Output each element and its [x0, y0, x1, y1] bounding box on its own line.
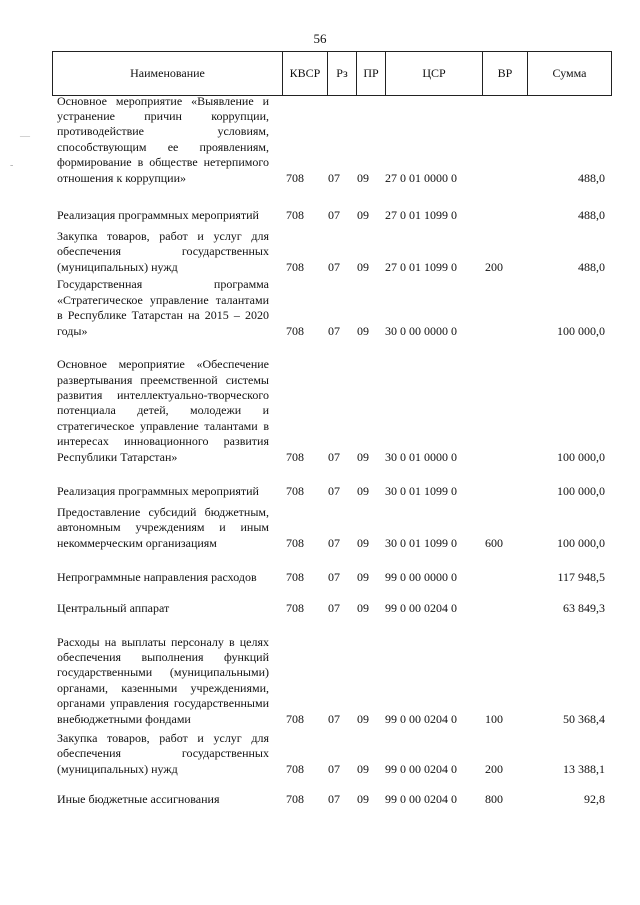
header-csr: ЦСР: [385, 52, 482, 95]
row-pr: 09: [357, 207, 369, 222]
table-row: [0, 278, 640, 339]
row-pr: 09: [357, 569, 369, 584]
row-name: Государственная программа «Стратегическое управление талантами в Республике Татарстан на 2015 – 2020 годы»: [57, 277, 269, 338]
table-row: [0, 193, 640, 223]
row-sum: 50 368,4: [563, 711, 605, 726]
row-pr: 09: [357, 761, 369, 776]
row-kvsr: 708: [286, 170, 304, 185]
header-kvsr: КВСР: [282, 52, 327, 95]
row-csr: 30 0 01 1099 0: [385, 483, 457, 498]
row-pr: 09: [357, 711, 369, 726]
table-row: [0, 93, 640, 186]
row-csr: 27 0 01 0000 0: [385, 170, 457, 185]
row-csr: 99 0 00 0204 0: [385, 600, 457, 615]
row-rz: 07: [328, 323, 340, 338]
row-rz: 07: [328, 483, 340, 498]
row-pr: 09: [357, 170, 369, 185]
row-sum: 117 948,5: [557, 569, 605, 584]
row-kvsr: 708: [286, 791, 304, 806]
row-kvsr: 708: [286, 761, 304, 776]
row-vr: 200: [485, 761, 503, 776]
table-header: [52, 51, 612, 96]
row-rz: 07: [328, 600, 340, 615]
row-vr: 800: [485, 791, 503, 806]
row-pr: 09: [357, 600, 369, 615]
table-row: [0, 620, 640, 727]
row-rz: 07: [328, 535, 340, 550]
row-kvsr: 708: [286, 207, 304, 222]
row-rz: 07: [328, 449, 340, 464]
table-row: [0, 229, 640, 275]
row-kvsr: 708: [286, 711, 304, 726]
row-kvsr: 708: [286, 569, 304, 584]
row-rz: 07: [328, 761, 340, 776]
header-vr: ВР: [482, 52, 527, 95]
row-csr: 99 0 00 0204 0: [385, 711, 457, 726]
row-csr: 30 0 01 0000 0: [385, 449, 457, 464]
row-name: Реализация программных мероприятий: [57, 483, 259, 498]
row-kvsr: 708: [286, 323, 304, 338]
row-sum: 100 000,0: [557, 535, 605, 550]
row-sum: 488,0: [578, 170, 605, 185]
table-row: [0, 469, 640, 499]
row-csr: 99 0 00 0204 0: [385, 761, 457, 776]
header-sum: Сумма: [527, 52, 611, 95]
table-row: [0, 600, 640, 616]
row-rz: 07: [328, 569, 340, 584]
row-rz: 07: [328, 207, 340, 222]
header-rz: Рз: [327, 52, 356, 95]
row-name: Центральный аппарат: [57, 600, 170, 615]
row-sum: 92,8: [584, 791, 605, 806]
row-pr: 09: [357, 483, 369, 498]
row-name: Реализация программных мероприятий: [57, 207, 259, 222]
row-pr: 09: [357, 259, 369, 274]
row-name: Закупка товаров, работ и услуг для обеспечения государственных (муниципальных) нужд: [57, 730, 269, 776]
row-sum: 100 000,0: [557, 323, 605, 338]
row-pr: 09: [357, 791, 369, 806]
row-sum: 100 000,0: [557, 483, 605, 498]
row-name: Основное мероприятие «Обеспечение развертывания преемственной системы развития интеллектуально-творческого потенциала детей, молодежи и стратегическое управление талантами в интересах инновационного развития Республики Татарстан»: [57, 357, 269, 464]
row-name: Предоставление субсидий бюджетным, автономным учреждениям и иным некоммерческим организациям: [57, 504, 269, 550]
row-rz: 07: [328, 711, 340, 726]
table-row: [0, 342, 640, 465]
row-vr: 100: [485, 711, 503, 726]
table-row: [0, 505, 640, 551]
row-sum: 13 388,1: [563, 761, 605, 776]
row-kvsr: 708: [286, 483, 304, 498]
row-vr: 200: [485, 259, 503, 274]
row-name: Иные бюджетные ассигнования: [57, 791, 220, 806]
margin-mark: —: [20, 131, 30, 142]
header-name: Наименование: [130, 66, 205, 80]
table-row: [0, 731, 640, 777]
row-csr: 27 0 01 1099 0: [385, 207, 457, 222]
row-csr: 99 0 00 0204 0: [385, 791, 457, 806]
row-pr: 09: [357, 449, 369, 464]
row-csr: 30 0 01 1099 0: [385, 535, 457, 550]
row-pr: 09: [357, 535, 369, 550]
row-kvsr: 708: [286, 259, 304, 274]
row-kvsr: 708: [286, 535, 304, 550]
row-kvsr: 708: [286, 449, 304, 464]
row-kvsr: 708: [286, 600, 304, 615]
row-sum: 63 849,3: [563, 600, 605, 615]
row-sum: 100 000,0: [557, 449, 605, 464]
row-csr: 30 0 00 0000 0: [385, 323, 457, 338]
row-vr: 600: [485, 535, 503, 550]
table-row: [0, 791, 640, 807]
row-rz: 07: [328, 259, 340, 274]
row-csr: 27 0 01 1099 0: [385, 259, 457, 274]
row-name: Основное мероприятие «Выявление и устранение причин коррупции, противодействие условиям, способствующим ее проявлениям, формирование в обществе нетерпимого отношения к коррупции»: [57, 93, 269, 185]
row-sum: 488,0: [578, 207, 605, 222]
row-pr: 09: [357, 323, 369, 338]
row-rz: 07: [328, 170, 340, 185]
row-rz: 07: [328, 791, 340, 806]
margin-mark: -: [10, 160, 14, 171]
page-number: 56: [313, 31, 327, 46]
row-sum: 488,0: [578, 259, 605, 274]
row-name: Расходы на выплаты персоналу в целях обеспечения выполнения функций государственными (муниципальными) органами, казенными учреждениями, органами управления государственными внебюджетными фондами: [57, 634, 269, 726]
row-name: Закупка товаров, работ и услуг для обеспечения государственных (муниципальных) нужд: [57, 228, 269, 274]
row-csr: 99 0 00 0000 0: [385, 569, 457, 584]
row-name: Непрограммные направления расходов: [57, 569, 257, 584]
header-pr: ПР: [356, 52, 385, 95]
table-row: [0, 555, 640, 585]
